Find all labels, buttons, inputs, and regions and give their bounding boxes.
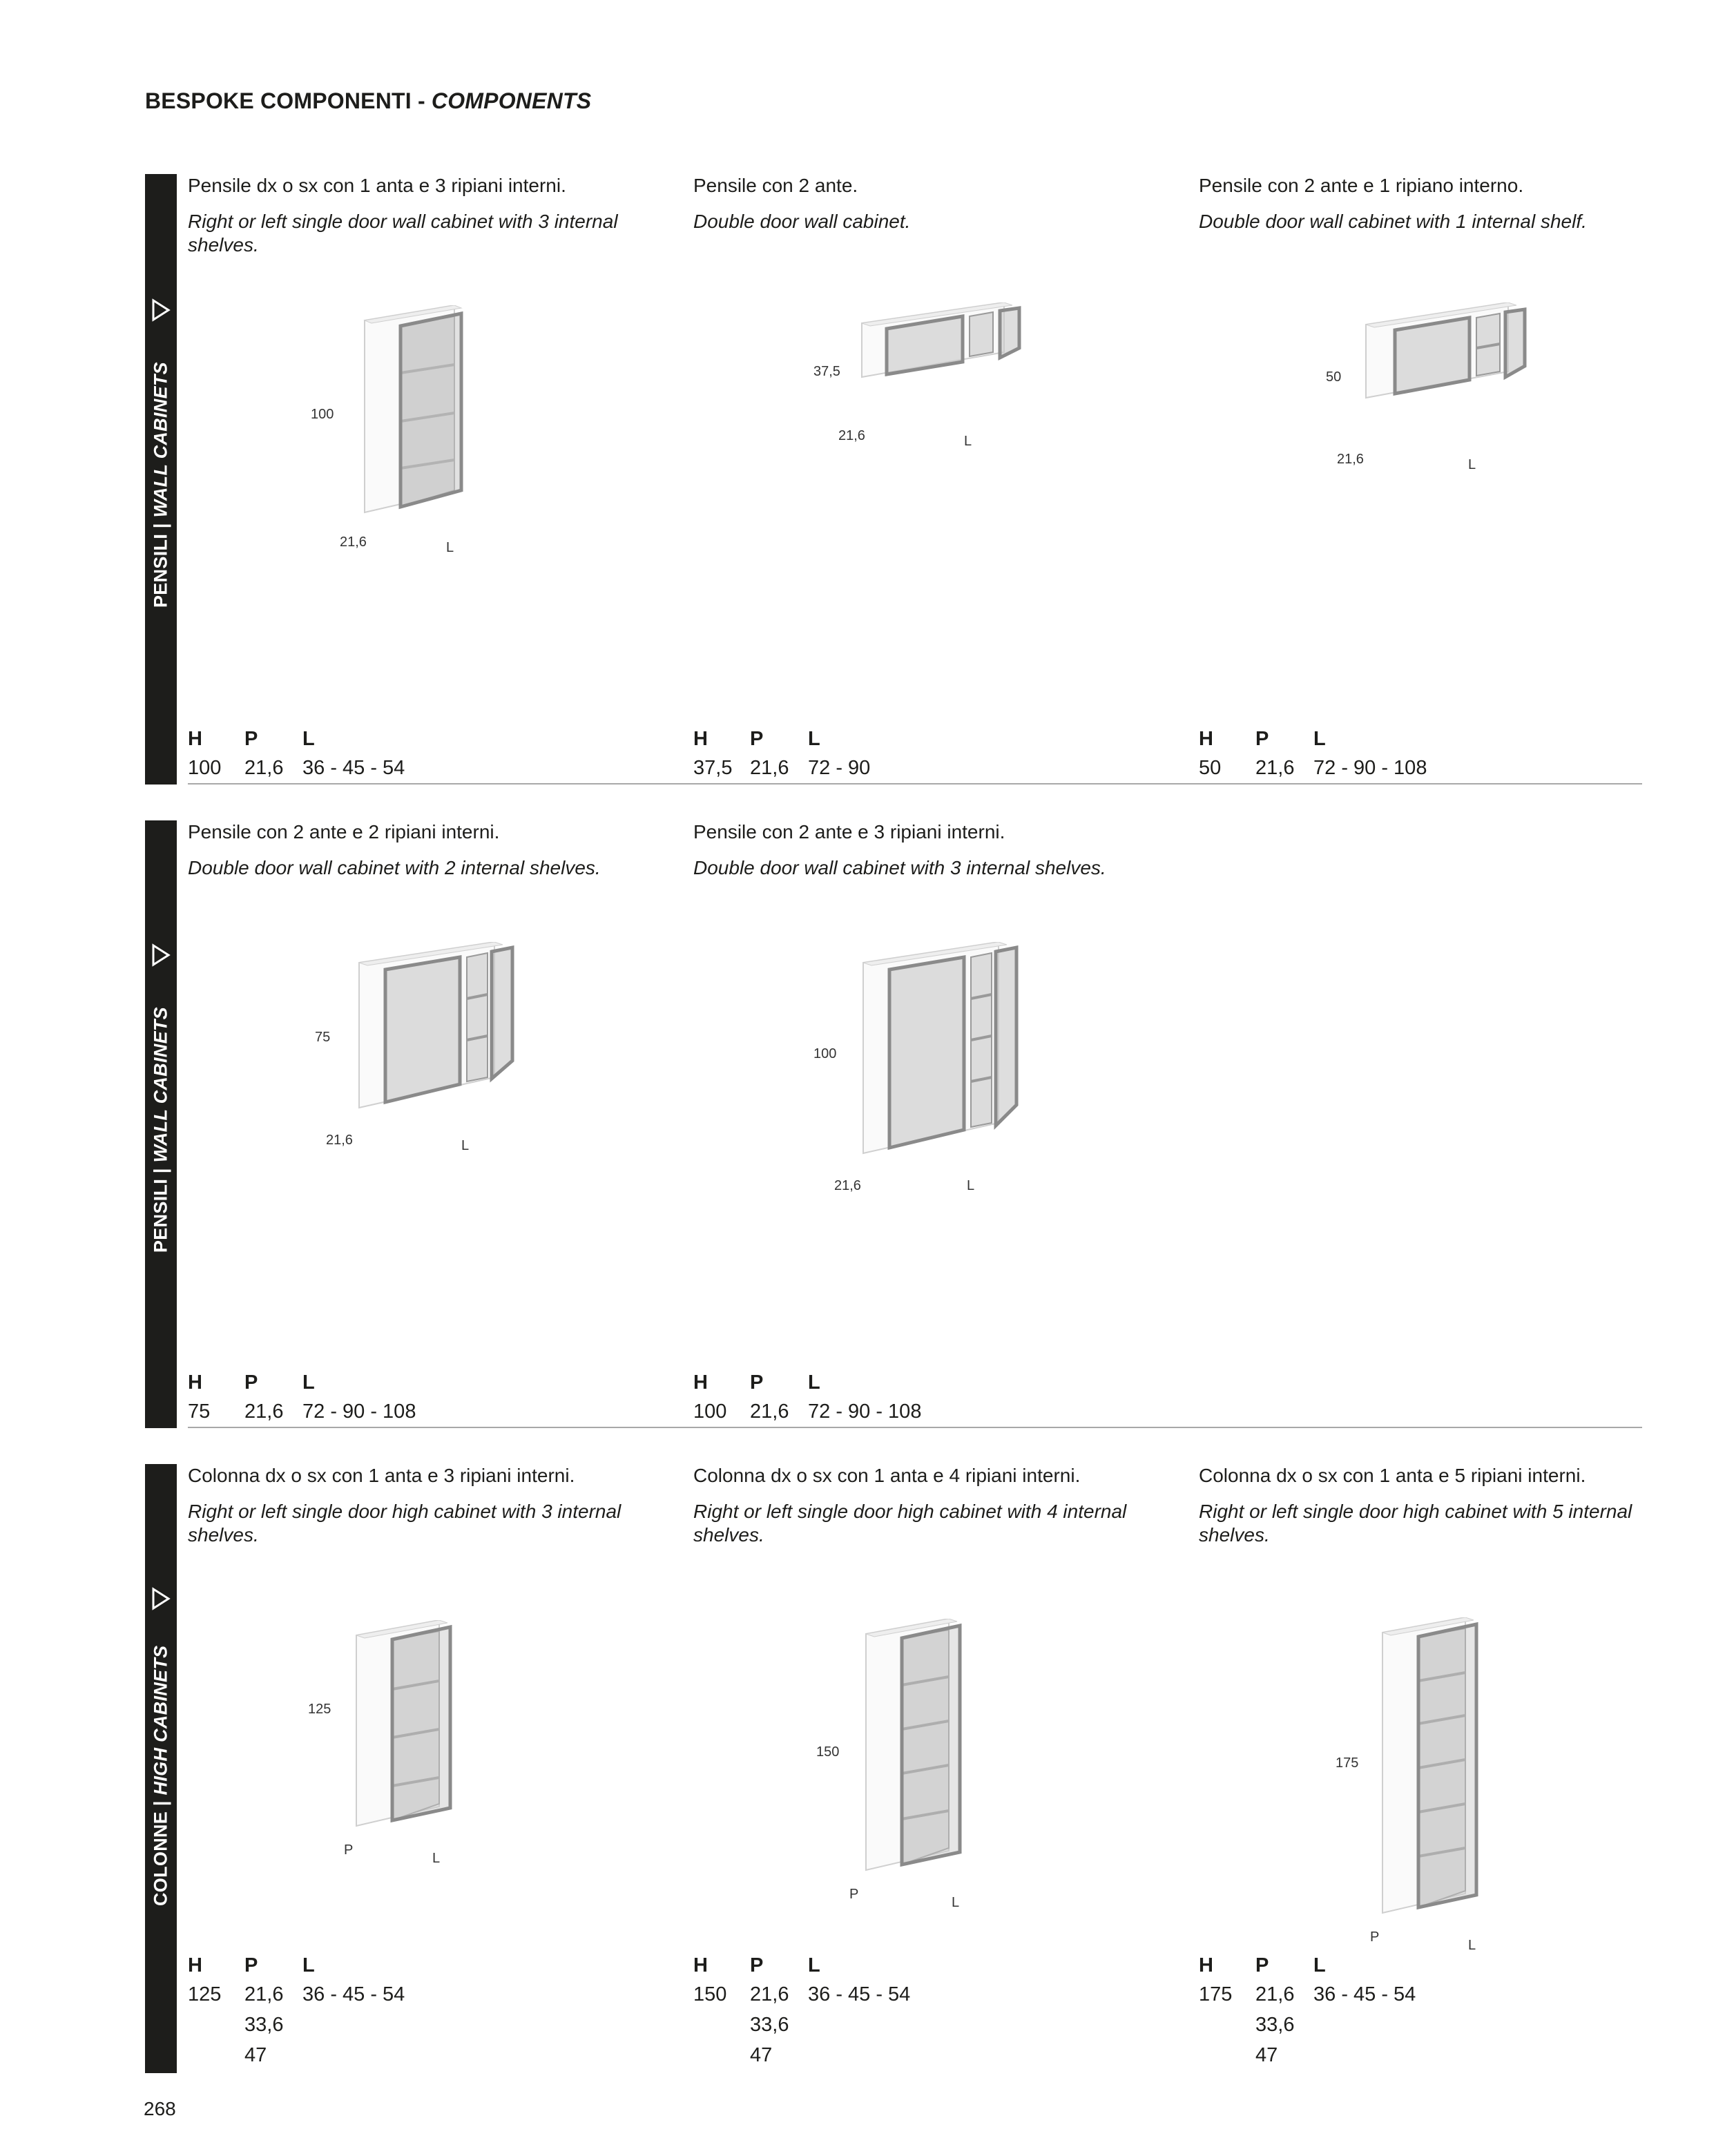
value-p: 21,6 (750, 1983, 789, 2005)
side-tab (145, 174, 177, 785)
dim-height: 75 (315, 1030, 331, 1045)
dim-depth: 21,6 (834, 1178, 861, 1193)
value-p: 47 (750, 2044, 773, 2066)
product-desc-it: Colonna dx o sx con 1 anta e 4 ripiani interni. (693, 1465, 1081, 1486)
header-p: P (750, 1371, 764, 1394)
product-desc-it: Colonna dx o sx con 1 anta e 3 ripiani interni. (188, 1465, 575, 1486)
dim-depth: 21,6 (1337, 452, 1364, 467)
value-p: 47 (1255, 2044, 1278, 2066)
product-card (188, 820, 671, 880)
dim-depth: P (849, 1887, 859, 1902)
product-desc-en: Right or left single door high cabinet with 4 internal shelves. (693, 1501, 1127, 1546)
header-h: H (693, 1954, 708, 1976)
value-h: 75 (188, 1401, 211, 1423)
value-l: 72 - 90 (808, 757, 871, 779)
value-p: 21,6 (244, 1983, 284, 2005)
value-p: 33,6 (1255, 2014, 1295, 2036)
cabinet-drawing (1376, 1617, 1514, 1927)
product-desc-it: Pensile con 2 ante e 2 ripiani interni. (188, 821, 500, 843)
dim-height: 100 (813, 1046, 837, 1061)
value-h: 175 (1199, 1983, 1233, 2005)
dim-height: 100 (311, 407, 334, 422)
product-card (1199, 174, 1682, 233)
product-desc-en: Double door wall cabinet with 3 internal shelves. (693, 857, 1106, 878)
value-p: 33,6 (244, 2014, 284, 2036)
dim-depth: 21,6 (838, 428, 865, 443)
dim-depth: P (344, 1842, 354, 1858)
side-tab (145, 820, 177, 1428)
value-h: 150 (693, 1983, 727, 2005)
product-desc-en: Right or left single door high cabinet with 5 internal shelves. (1199, 1501, 1632, 1546)
triangle-icon (151, 1587, 171, 1610)
product-card (693, 174, 1177, 233)
dim-depth: P (1370, 1929, 1380, 1945)
page-title-main: BESPOKE COMPONENTI - (145, 88, 432, 113)
separator (188, 1427, 1642, 1428)
dim-height: 50 (1326, 369, 1342, 385)
header-h: H (693, 728, 708, 750)
dim-height: 175 (1336, 1755, 1359, 1771)
dim-depth: 21,6 (326, 1133, 353, 1148)
header-p: P (244, 728, 258, 750)
dim-width: L (432, 1851, 441, 1866)
cabinet-drawing (1363, 302, 1543, 406)
product-desc-en: Double door wall cabinet with 1 internal shelf. (1199, 211, 1587, 232)
dim-width: L (964, 434, 972, 449)
value-h: 100 (188, 757, 222, 779)
value-l: 36 - 45 - 54 (808, 1983, 911, 2005)
header-h: H (1199, 1954, 1213, 1976)
dim-width: L (1468, 1938, 1476, 1953)
section-high-cabinets (145, 1464, 1642, 2073)
cabinet-drawing (358, 305, 510, 526)
value-l: 72 - 90 - 108 (302, 1401, 416, 1423)
header-h: H (1199, 728, 1213, 750)
page-title-italic: COMPONENTS (431, 88, 592, 113)
value-h: 37,5 (693, 757, 733, 779)
product-desc-it: Pensile con 2 ante. (693, 175, 858, 196)
header-l: L (302, 1371, 315, 1394)
product-desc-it: Pensile dx o sx con 1 anta e 3 ripiani interni. (188, 175, 566, 196)
dim-width: L (967, 1178, 975, 1193)
separator (188, 783, 1642, 785)
header-p: P (1255, 1954, 1269, 1976)
value-l: 36 - 45 - 54 (302, 1983, 405, 2005)
cabinet-drawing (349, 1620, 488, 1841)
page-number: 268 (144, 2098, 176, 2119)
side-tab (145, 1464, 177, 2073)
header-h: H (693, 1371, 708, 1394)
header-l: L (302, 728, 315, 750)
header-l: L (1313, 1954, 1326, 1976)
cabinet-drawing (859, 1619, 997, 1885)
header-h: H (188, 1954, 202, 1976)
value-p: 21,6 (244, 757, 284, 779)
product-desc-en: Double door wall cabinet with 2 internal shelves. (188, 857, 601, 878)
product-card (188, 1464, 671, 1547)
dim-width: L (1468, 457, 1476, 472)
header-p: P (244, 1371, 258, 1394)
value-h: 50 (1199, 757, 1222, 779)
header-h: H (188, 1371, 202, 1394)
section-wall-cabinets-2 (145, 820, 1642, 1428)
dim-width: L (446, 540, 454, 555)
section-wall-cabinets-1 (145, 174, 1642, 785)
dim-height: 37,5 (813, 364, 840, 379)
side-tab-label: PENSILI | WALL CABINETS (150, 1007, 171, 1253)
header-p: P (750, 1954, 764, 1976)
header-l: L (808, 1954, 820, 1976)
value-p: 47 (244, 2044, 267, 2066)
value-l: 36 - 45 - 54 (1313, 1983, 1416, 2005)
product-desc-it: Colonna dx o sx con 1 anta e 5 ripiani interni. (1199, 1465, 1586, 1486)
product-desc-en: Right or left single door high cabinet with 3 internal shelves. (188, 1501, 621, 1546)
header-l: L (808, 728, 820, 750)
value-p: 21,6 (1255, 1983, 1295, 2005)
value-p: 21,6 (750, 1401, 789, 1423)
page-title (145, 88, 591, 114)
value-p: 21,6 (1255, 757, 1295, 779)
cabinet-drawing (356, 942, 522, 1122)
value-l: 72 - 90 - 108 (808, 1401, 922, 1423)
product-card (1199, 1464, 1682, 1547)
dim-height: 125 (308, 1702, 331, 1717)
product-desc-en: Right or left single door wall cabinet with 3 internal shelves. (188, 211, 618, 256)
header-l: L (1313, 728, 1326, 750)
product-card (693, 820, 1177, 880)
dim-width: L (461, 1138, 470, 1153)
product-card (188, 174, 671, 257)
triangle-icon (151, 943, 171, 967)
value-p: 21,6 (244, 1401, 284, 1423)
product-card (693, 1464, 1177, 1547)
product-desc-it: Pensile con 2 ante e 3 ripiani interni. (693, 821, 1005, 843)
side-tab-label: COLONNE | HIGH CABINETS (150, 1645, 171, 1906)
dim-depth: 21,6 (340, 535, 367, 550)
value-l: 72 - 90 - 108 (1313, 757, 1427, 779)
header-p: P (244, 1954, 258, 1976)
header-l: L (808, 1371, 820, 1394)
dim-height: 150 (816, 1744, 840, 1760)
cabinet-drawing (860, 942, 1026, 1170)
value-h: 125 (188, 1983, 222, 2005)
header-h: H (188, 728, 202, 750)
cabinet-drawing (859, 302, 1039, 385)
header-p: P (750, 728, 764, 750)
product-desc-en: Double door wall cabinet. (693, 211, 911, 232)
product-desc-it: Pensile con 2 ante e 1 ripiano interno. (1199, 175, 1524, 196)
value-l: 36 - 45 - 54 (302, 757, 405, 779)
side-tab-label: PENSILI | WALL CABINETS (150, 362, 171, 608)
value-p: 33,6 (750, 2014, 789, 2036)
value-h: 100 (693, 1401, 727, 1423)
header-l: L (302, 1954, 315, 1976)
value-p: 21,6 (750, 757, 789, 779)
header-p: P (1255, 728, 1269, 750)
triangle-icon (151, 298, 171, 322)
dim-width: L (952, 1895, 960, 1910)
